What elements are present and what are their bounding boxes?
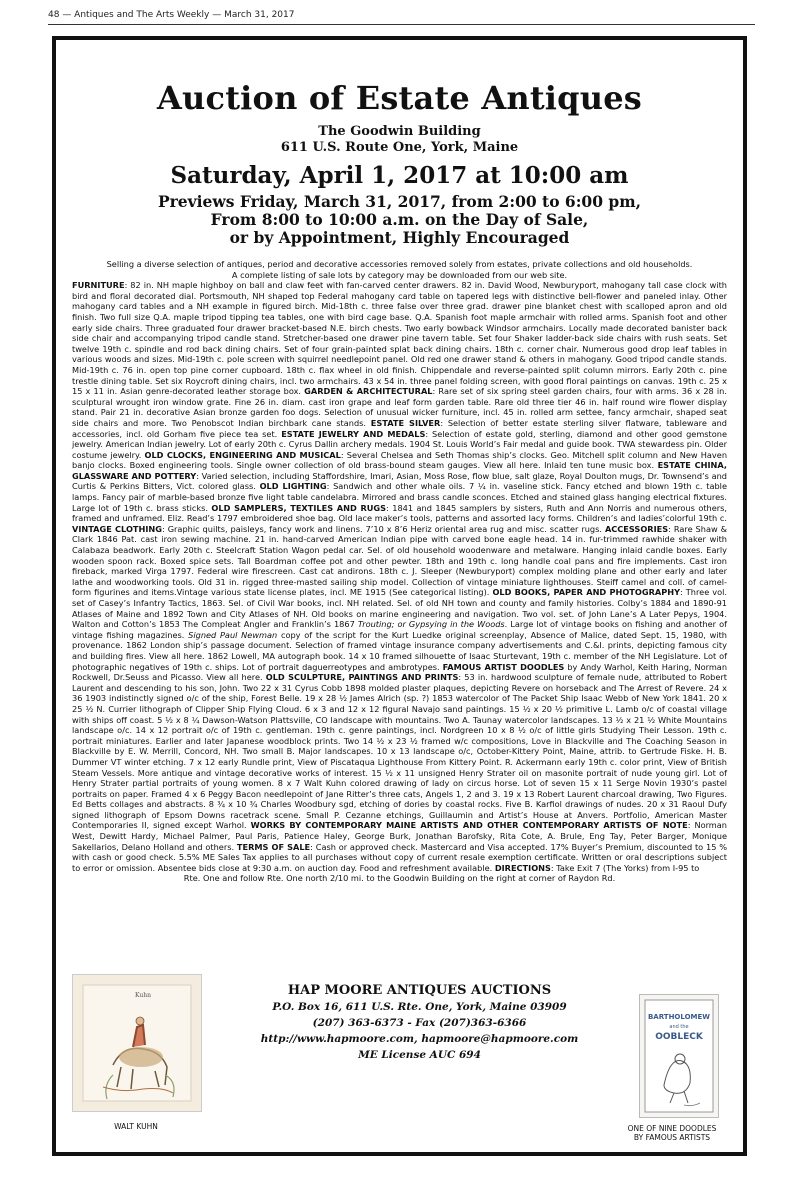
section-text: : 82 in. NH maple highboy on ball and claw feet with fan-carved center drawers. 82 in. David Wood, Newburyport, mahogany tall case clock with bird and floral decorated dial. Portsmouth, NH shaped top Federal mahogany card table on tapered legs with distinctive bell-flower and paneled inlay. Other mahogany card tables and a NH example in figured birch. Mid-18th c. three false over three grad. drawer pine blanket chest with scalloped apron and old finish. Two full size Q.A. maple tripod tipping tea tables, one with bird cage base. Q.A. Spanish foot maple armchair with rolled arms. Spanish foot and other early side chairs. Three graduated four drawer bracket-based N.E. birch chests. Two early bowback Windsor armchairs. Locally made decorated banister back side chair and accompanying tripod candle stand. Stretcher-based one drawer pine tavern table. Set four Shaker ladder-back side chairs with rush seats. Set twelve 19th c. spindle and rod back dining chairs. Set of four grain-painted splat back dining chairs. 18th c. corner chair. Numerous good drop leaf tables in various woods and sizes. Mid-19th c. pole screen with squirrel needlepoint panel. Old red one drawer stand & others in mahogany. Good tripod candle stands. Mid-19th c. 76 in. open top pine corner cupboard. 18th c. flax wheel in old finish. Chippendale and reverse-painted split column mirrors. Early 20th c. pine trestle dining table. Set six Roycroft dining chairs, incl. two armchairs. 43 x 54 in. three panel folding screen, with good floral paintings on canvas. 19th c. 25 x 15 x 11 in. Asian genre-decorated leather storage box. bbox=[72, 280, 727, 397]
lot-listing bbox=[72, 280, 727, 873]
section-heading: ESTATE CHINA, GLASSWARE AND POTTERY bbox=[72, 460, 727, 481]
ad-title: Auction of Estate Antiques bbox=[157, 79, 642, 117]
ad-footer bbox=[72, 974, 727, 1150]
section-heading: OLD CLOCKS, ENGINEERING AND MUSICAL bbox=[144, 449, 341, 460]
preview-line: From 8:00 to 10:00 a.m. on the Day of Sale, bbox=[210, 210, 589, 229]
section-text: : Rare set of six spring steel garden chairs, four with arms. 36 x 28 in. sculptural wrought iron window grate. Fine 26 in. diam. cast iron grape and leaf form garden table. Rare old three tier 46 in. half round wire flower display stand. Pair 21 in. decorative Asian bronze garden foo dogs. Selection of unusual wicker furniture, incl. 45 in. rolled arm settee, fancy armchair, shaped seat side chairs and more. Two Penobscot Indian birchbark cane stands. bbox=[72, 386, 727, 428]
section-text: : Norman West, Dewitt Hardy, Michael Palmer, Paul Paris, Patience Haley, George Burk, Jonathan Barofsky, Rita Cote, A. Brule, Eng Tay, Peter Barger, Monique Sakellarios, Delano Holland and others. bbox=[72, 820, 727, 852]
section-heading: FAMOUS ARTIST DOODLES bbox=[442, 661, 565, 672]
section-text: by Andy Warhol, Keith Haring, Norman Rockwell, Dr.Seuss and Picasso. View all here. bbox=[72, 661, 728, 683]
auction-house-name: HAP MOORE ANTIQUES AUCTIONS bbox=[287, 983, 552, 998]
section-text: : Selection of estate gold, sterling, diamond and other good gemstone jewelry. American Indian jewelry. Lot of early 20th c. Cyrus Dallin archery medals. 1904 St. Louis World’s Fair medal and guide book. TWA stewardess pin. Older costume jewelry. bbox=[72, 428, 728, 460]
section-text: : Three vol. set of Casey’s Infantry Tactics, 1863. Sel. of Civil War books, incl. NH related. Sel. of old NH town and county and family histories. Colby’s 1884 and 1890-91 Atlases of Maine and 1892 Town and City Atlases of NH. Old books on marine engineering and navigation. Two vol. set. of John Lane’s A Later Pepys, 1904. Walton and Cotton’s 1853 The Compleat Angler and Franklin’s 1867 bbox=[72, 587, 727, 630]
section-heading: ESTATE JEWELRY AND MEDALS bbox=[281, 428, 426, 439]
walt-kuhn-sketch bbox=[72, 974, 202, 1112]
circus-horse-sketch-image bbox=[73, 975, 201, 1111]
book-title-line: BARTHOLOMEW bbox=[647, 1013, 711, 1021]
walt-kuhn-caption: WALT KUHN bbox=[114, 1122, 158, 1131]
section-heading: WORKS BY CONTEMPORARY MAINE ARTISTS AND OTHER CONTEMPORARY ARTISTS OF NOTE bbox=[250, 820, 688, 831]
oobleck-doodle-image bbox=[640, 995, 718, 1117]
sale-date: Saturday, April 1, 2017 at 10:00 am bbox=[170, 162, 629, 189]
italic-title: Trouting; or Gypsying in the Woods bbox=[357, 619, 505, 630]
section-text: : 1841 and 1845 samplers by sisters, Ruth and Ann Norris and numerous others, framed and unframed. Eliz. Read’s 1797 embroidered shoe bag. Old lace maker’s tools, patterns and assorted lacy forms. Children’s and ladies’colorful 19th c. bbox=[72, 502, 728, 524]
section-heading: FURNITURE bbox=[72, 280, 125, 291]
venue-name: The Goodwin Building bbox=[318, 124, 481, 139]
venue-address: 611 U.S. Route One, York, Maine bbox=[280, 140, 519, 155]
venue bbox=[72, 124, 727, 156]
section-heading: TERMS OF SALE bbox=[236, 841, 311, 852]
section-text: . Large lot of vintage books on fishing and another of vintage fishing magazines. bbox=[72, 619, 727, 640]
section-heading: OLD SCULPTURE, PAINTINGS AND PRINTS bbox=[265, 672, 459, 683]
section-heading: OLD LIGHTING bbox=[259, 481, 327, 492]
section-heading: OLD SAMPLERS, TEXTILES AND RUGS bbox=[211, 502, 387, 513]
header-rule bbox=[48, 24, 755, 25]
section-heading: ACCESSORIES bbox=[604, 523, 669, 534]
doodle-book-cover bbox=[639, 994, 719, 1118]
intro-text bbox=[72, 259, 727, 280]
ad-content bbox=[72, 80, 727, 884]
section-heading: DIRECTIONS bbox=[494, 862, 551, 873]
intro-line: A complete listing of sale lots by category may be downloaded from our web site. bbox=[231, 269, 568, 280]
doodle-caption-line: BY FAMOUS ARTISTS bbox=[633, 1133, 711, 1142]
advertisement-box bbox=[52, 36, 747, 1156]
section-text: : Sandwich and other whale oils. 7 ¼ in. vaseline stick. Fancy etched and blown 19th c. table lamps. Fancy pair of marble-based bronze five light table candelabra. Mirrored and brass candle sconces. Etched and stained glass hanging electrical fixtures. Large lot of 19th c. brass sticks. bbox=[72, 481, 727, 513]
doodle-caption-line: ONE OF NINE DOODLES bbox=[627, 1124, 717, 1133]
auction-house-address: P.O. Box 16, 611 U.S. Rte. One, York, Maine 03909 bbox=[272, 1001, 567, 1013]
section-heading: ESTATE SILVER bbox=[370, 417, 441, 428]
section-text: copy of the script for the Kurt Luedke original screenplay, Absence of Malice, dated Sept. 15, 1980, with provenance. 1862 London ship’s passage document. Selection of framed vintage insurance company advertisements and C.&I. prints, depicting famous city and building fires. View all here. 1862 Lowell, MA autograph book. 14 x 10 framed silhouette of Isaac Sturtevant, 19th c. member of the NH Legislature. Lot of photographic negatives of 19th c. ships. Lot of portrait daguerreotypes and ambrotypes. bbox=[72, 629, 727, 672]
section-text: : Graphic quilts, paisleys, fancy work and linens. 7’10 x 8’6 Heriz oriental area rug and misc. scatter rugs. bbox=[162, 523, 605, 534]
italic-title: Signed Paul Newman bbox=[188, 629, 278, 640]
preview-line: or by Appointment, Highly Encouraged bbox=[229, 228, 570, 247]
intro-line: Selling a diverse selection of antiques, period and decorative accessories removed solely from estates, private collections and old households. bbox=[106, 259, 693, 269]
section-text: : Varied selection, including Staffordshire, Imari, Asian, Moss Rose, flow blue, salt glaze, Royal Doulton mugs, Dr. Townsend’s and Curtis & Perkins Bitters, Vict. colored glass. bbox=[72, 470, 727, 492]
auction-house-license: ME License AUC 694 bbox=[358, 1049, 481, 1061]
running-header: 48 — Antiques and The Arts Weekly — March 31, 2017 bbox=[48, 10, 295, 20]
section-heading: OLD BOOKS, PAPER AND PHOTOGRAPHY bbox=[492, 587, 680, 598]
section-text: : Selection of better estate sterling silver flatware, tableware and accessories, incl. old Gorham five piece tea set. bbox=[72, 417, 727, 439]
auction-house-phone: (207) 363-6373 - Fax (207)363-6366 bbox=[312, 1017, 527, 1029]
section-text: : Take Exit 7 (The Yorks) from I-95 to bbox=[550, 862, 700, 873]
preview-times bbox=[72, 193, 727, 247]
preview-line: Previews Friday, March 31, 2017, from 2:00 to 6:00 pm, bbox=[157, 192, 642, 211]
book-title-line: OOBLECK bbox=[655, 1032, 703, 1042]
section-text: : Several Chelsea and Seth Thomas ship’s clocks. Geo. Mitchell split column and New Haven banjo clocks. Boxed engineering tools. Single owner collection of old brass-bound steam gauges. View all here. Inlaid ten tune music box. bbox=[72, 449, 728, 471]
auction-house-contact bbox=[232, 982, 607, 1063]
section-heading: GARDEN & ARCHITECTURAL bbox=[304, 386, 433, 397]
sketch-inscription: Kuhn bbox=[135, 992, 151, 999]
book-title-line: and the bbox=[669, 1024, 689, 1030]
directions-end: Rte. One and follow Rte. One north 2/10 mi. to the Goodwin Building on the right at corner of Raydon Rd. bbox=[183, 873, 616, 884]
section-text: : 53 in. hardwood sculpture of female nude, attributed to Robert Laurent and descending to his son, John. Two 22 x 31 Cyrus Cobb 1898 molded plaster plaques, depicting Revere on horseback and The Arrest of Revere. 24 x 36 1903 indistinctly signed o/c of the ship, Forest Belle. 19 x 28 ½ James Alrich (sp. ?) 1853 watercolor of The Packet Ship Isaac Webb of New York 1841. 20 x 25 ½ N. Currier lithograph of Clipper Ship Flying Cloud. 6 x 3 and 12 x 12 figural Navajo sand paintings. 15 ½ x 20 ½ primitive L. Lamb o/c of coastal village with ships off coast. 5 ½ x 8 ¼ Dawson-Watson Plattsville, CO landscape with mountains. Two A. Taunay watercolor landscapes. 13 ½ x 21 ½ White Mountains landscape o/c. 14 x 12 portrait o/c of 19th c. gentleman. 19th c. genre paintings, incl. Nordgreen 10 x 8 ½ o/c of little girls Studying Their Lesson. 19th c. portrait miniatures. Earlier and later Japanese woodblock prints. Two 14 ½ x 23 ½ framed w/c compositions, Love in Blackville and The Coaching Season in Blackville by E. W. Merrill, Concord, NH. Two small B. Major landscapes. 10 x 13 landscape o/c, October-Kittery Point, Maine, attrib. to Gertrude Fiske. H. B. Dummer VT winter etching. 7 x 12 early Rundle print, View of Piscataqua Lighthouse From Kittery Point. R. Ackermann early 19th c. color print, View of British Steam Vessels. More antique and vintage decorative works of interest. 15 ½ x 11 unsigned Henry Strater oil on masonite portrait of nude young girl. Lot of Henry Strater partial portraits of young women. 8 x 7 Walt Kuhn colored drawing of lady on circus horse. Lot of seven 15 x 11 Serge Novin 1930’s pastel portraits on paper. Framed 4 x 6 Peggy Bacon needlepoint of Jane Ritter’s three cats, Angels 1, 2 and 3. 19 x 13 Robert Laurent charcoal drawing, Two Figures. Ed Betts collages and abstracts. 8 ¾ x 10 ¾ Charles Woodbury sgd, etching of dories by coastal rocks. Five B. Karfiol drawings of nudes. 20 x 31 Raoul Dufy signed lithograph of Epsom Downs racetrack scene. Small P. Cezanne etchings, Guillaumin and Artist’s House at Anvers. Portfolio, American Master Contemporaries II, signed except Warhol. bbox=[72, 672, 727, 831]
auction-house-web: http://www.hapmoore.com, hapmoore@hapmoore.com bbox=[260, 1033, 579, 1045]
section-text: : Cash or approved check. Mastercard and Visa accepted. 17% Buyer’s Premium, discounted to 15 % with cash or good check. 5.5% ME Sales Tax applies to all purchases without copy of current resale exemption certificate. Written or oral descriptions subject to error or omission. Absentee bids close at 9:30 a.m. on auction day. Food and refreshment available. bbox=[72, 841, 727, 873]
section-text: : Rare Shaw & Clark 1846 Pat. cast iron sewing machine. 21 in. hand-carved American Indian pipe with carved bone eagle head. 14 in. fur-trimmed rawhide shaker with Calabaza beadwork. Early 20th c. Steelcraft Station Wagon pedal car. Sel. of old household woodenware and metalware. Hanging inlaid candle boxes. Early wooden spoon rack. Boxed spice sets. Tall Boardman coffee pot and other pewter. 18th and 19th c. long handle coal pans and fire implements. Cast iron fireback, marked Virga 1797. Federal wire firescreen. Cast cat andirons. 18th c. J. Sleeper (Newburyport) complex molding plane and other early and later lathe and woodworking tools. Old 31 in. rigged three-masted sailing ship model. Collection of vintage miniature lighthouses. Steiff camel and coll. of camel-form figurines and items.Vintage various state license plates, incl. ME 1915 (See categorical listing). bbox=[72, 523, 727, 598]
section-heading: VINTAGE CLOTHING bbox=[72, 523, 162, 534]
doodle-caption bbox=[617, 1124, 727, 1142]
